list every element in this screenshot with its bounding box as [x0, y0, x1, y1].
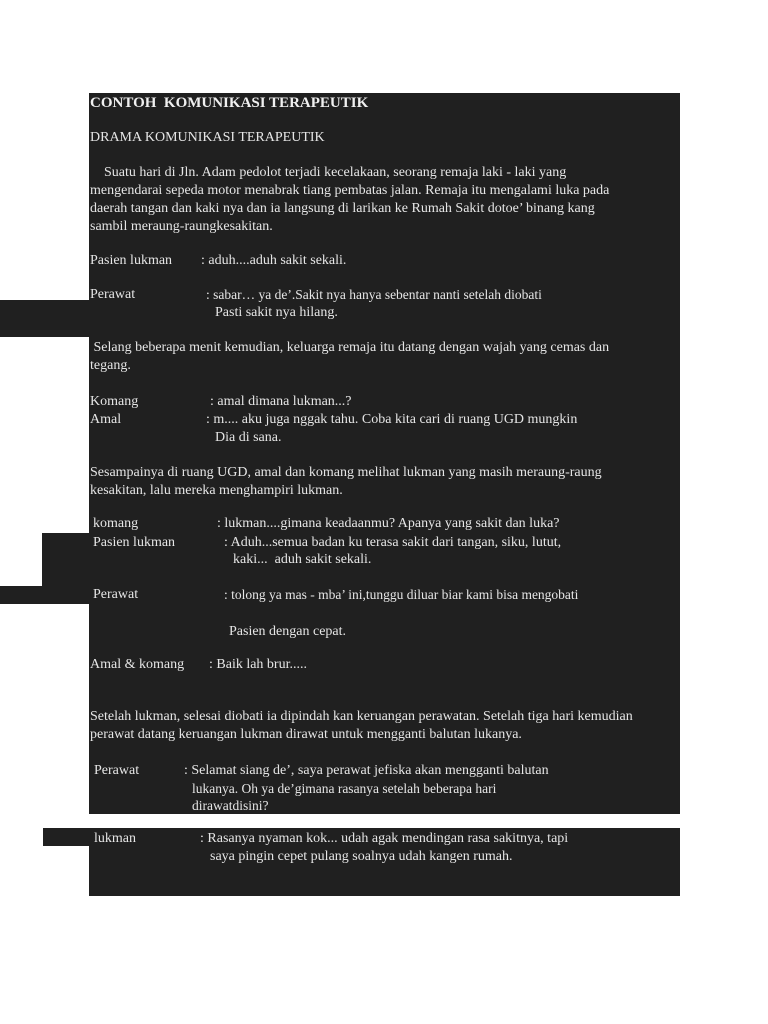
- dialog-speaker: Perawat: [90, 287, 136, 302]
- page-subtitle: DRAMA KOMUNIKASI TERAPEUTIK: [90, 130, 325, 145]
- intro-line-3: daerah tangan dan kaki nya dan ia langsung di larikan ke Rumah Sakit dotoe’ binang kang: [90, 201, 595, 216]
- dialog-line: : m.... aku juga nggak tahu. Coba kita cari di ruang UGD mungkin: [206, 412, 578, 427]
- dialog-line-continued: lukanya. Oh ya de’gimana rasanya setelah beberapa hari: [192, 781, 497, 796]
- dialog-speaker: Pasien lukman: [90, 253, 173, 268]
- dark-block-left-tab-2: [42, 533, 90, 586]
- narration-line: perawat datang keruangan lukman dirawat untuk mengganti balutan lukanya.: [90, 727, 522, 742]
- dialog-speaker: Amal & komang: [90, 657, 185, 672]
- narration-line: kesakitan, lalu mereka menghampiri lukman.: [90, 483, 343, 498]
- dialog-speaker: Amal: [90, 412, 122, 427]
- intro-line-1: Suatu hari di Jln. Adam pedolot terjadi kecelakaan, seorang remaja laki - laki yang: [90, 165, 567, 180]
- intro-line-4: sambil meraung-raungkesakitan.: [90, 219, 273, 234]
- dialog-line-continued: Pasti sakit nya hilang.: [215, 305, 338, 320]
- dialog-speaker: komang: [93, 516, 139, 531]
- dialog-line-continued: kaki... aduh sakit sekali.: [233, 552, 372, 567]
- dialog-speaker: lukman: [94, 831, 136, 846]
- dialog-line-continued: saya pingin cepet pulang soalnya udah kangen rumah.: [210, 849, 513, 864]
- dialog-line-continued: Dia di sana.: [215, 430, 282, 445]
- dialog-line-continued: dirawatdisini?: [192, 798, 269, 813]
- dark-block-left-tab-3: [0, 586, 90, 604]
- narration-line: Sesampainya di ruang UGD, amal dan komang melihat lukman yang masih meraung-raung: [90, 465, 602, 480]
- dialog-line-continued: Pasien dengan cepat.: [229, 624, 347, 639]
- narration-line: Selang beberapa menit kemudian, keluarga remaja itu datang dengan wajah yang cemas dan: [90, 340, 610, 355]
- dialog-line: : Rasanya nyaman kok... udah agak mendingan rasa sakitnya, tapi: [200, 831, 569, 846]
- dialog-line: : lukman....gimana keadaanmu? Apanya yang sakit dan luka?: [217, 516, 560, 531]
- dialog-speaker: Komang: [90, 394, 139, 409]
- dialog-line: : aduh....aduh sakit sekali.: [201, 253, 347, 268]
- dialog-line: : amal dimana lukman...?: [210, 394, 352, 409]
- dialog-speaker: Perawat: [94, 763, 140, 778]
- dark-block-left-tab-1: [0, 300, 90, 337]
- dialog-line: : sabar… ya de’.Sakit nya hanya sebentar nanti setelah diobati: [206, 287, 542, 302]
- dialog-line: : Selamat siang de’, saya perawat jefiska akan mengganti balutan: [184, 763, 549, 778]
- dialog-line: : Aduh...semua badan ku terasa sakit dari tangan, siku, lutut,: [224, 535, 562, 550]
- dialog-line: : tolong ya mas - mba’ ini,tunggu diluar biar kami bisa mengobati: [224, 587, 579, 602]
- narration-line: tegang.: [90, 358, 131, 373]
- dialog-speaker: Pasien lukman: [93, 535, 176, 550]
- dialog-line: : Baik lah brur.....: [209, 657, 307, 672]
- intro-line-2: mengendarai sepeda motor menabrak tiang pembatas jalan. Remaja itu mengalami luka pada: [90, 183, 610, 198]
- page-title: CONTOH KOMUNIKASI TERAPEUTIK: [90, 95, 369, 111]
- dark-block-left-tab-4: [43, 828, 91, 846]
- dialog-speaker: Perawat: [93, 587, 139, 602]
- narration-line: Setelah lukman, selesai diobati ia dipindah kan keruangan perawatan. Setelah tiga hari kemudian: [90, 709, 633, 724]
